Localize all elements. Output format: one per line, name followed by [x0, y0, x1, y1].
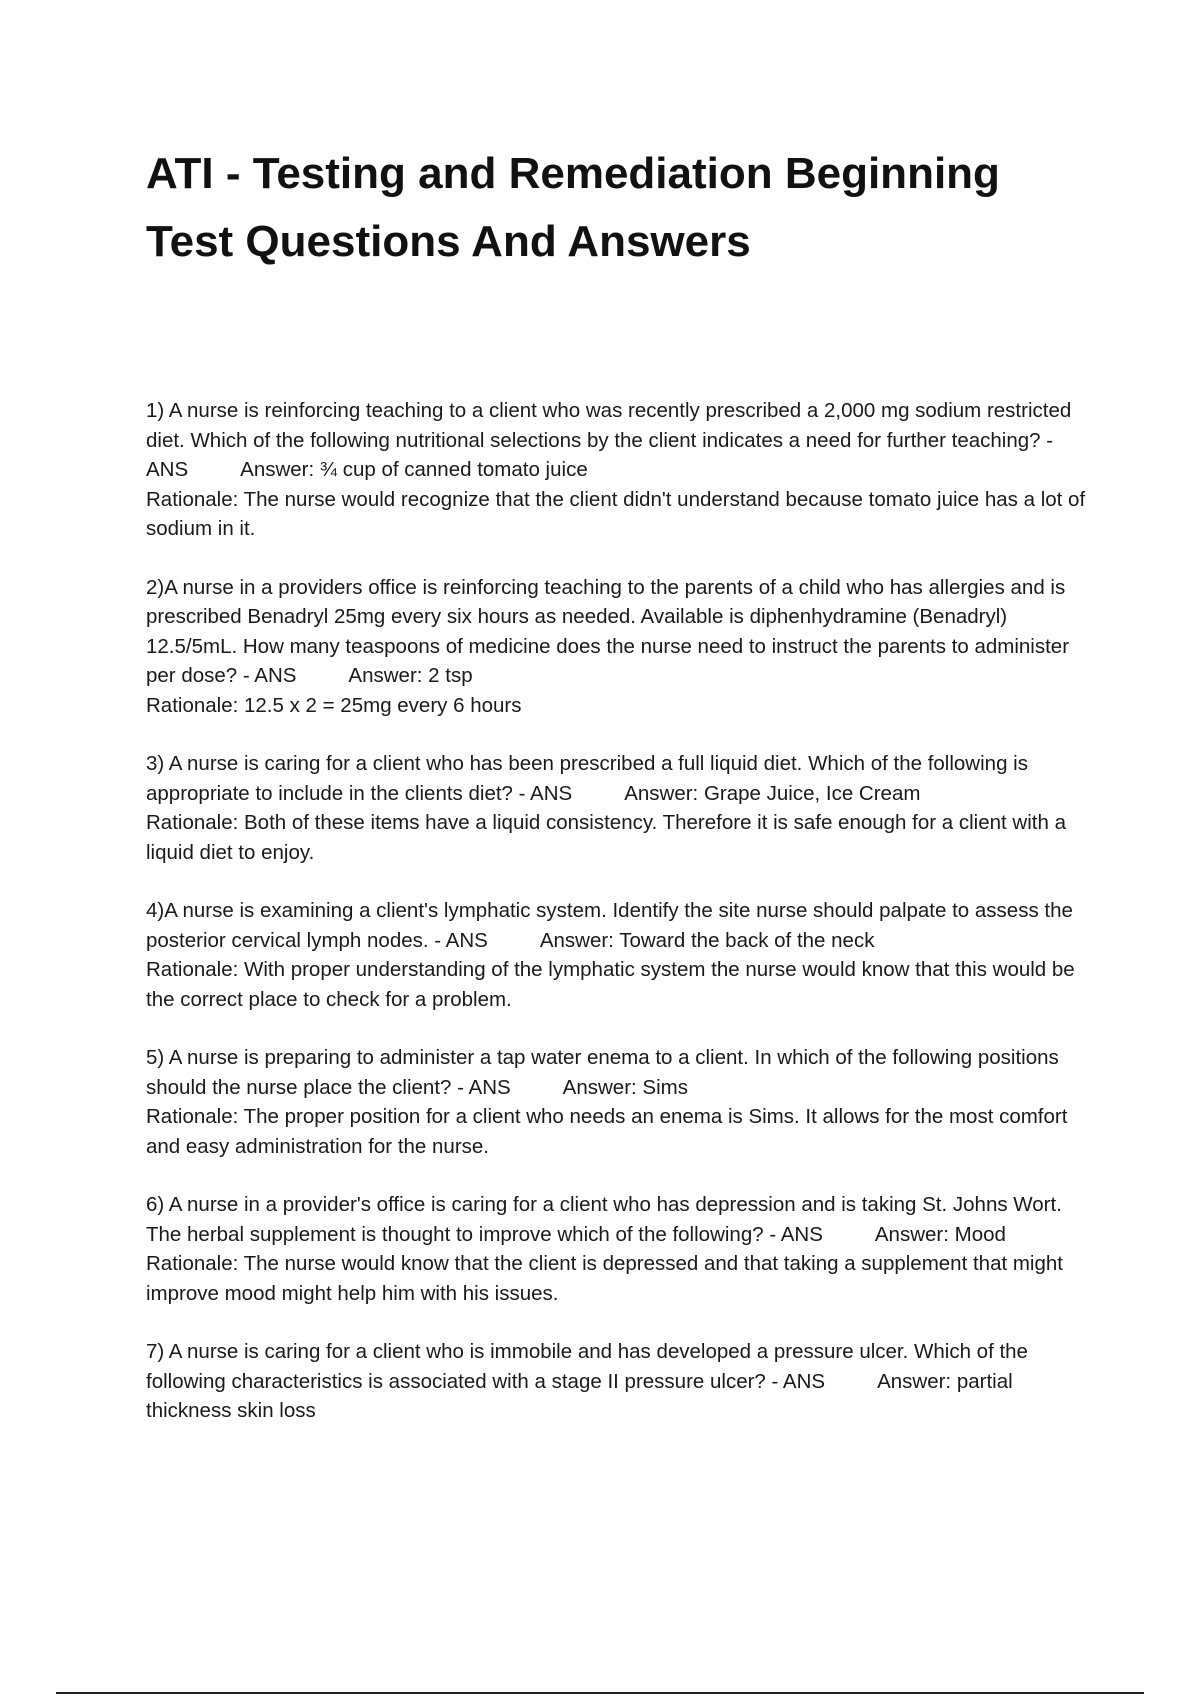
question-2-answer: Answer: 2 tsp: [348, 664, 473, 687]
question-item-1: [146, 396, 1094, 544]
question-4-prompt: 4)A nurse is examining a client's lymphatic system. Identify the site nurse should palpate to assess the posterior cervical lymph nodes. - ANS: [146, 899, 1073, 952]
question-2-rationale: Rationale: 12.5 x 2 = 25mg every 6 hours: [146, 693, 522, 717]
question-item-4: [146, 896, 1094, 1014]
question-3-prompt: 3) A nurse is caring for a client who has been prescribed a full liquid diet. Which of the following is appropriate to include in the clients diet? - ANS: [146, 752, 1028, 805]
question-1-answer: Answer: ¾ cup of canned tomato juice: [240, 458, 588, 481]
question-4-text: [146, 896, 1094, 955]
question-6-rationale: Rationale: The nurse would know that the client is depressed and that taking a supplement that might improve mood might help him with his issues.: [146, 1252, 1063, 1305]
question-item-3: [146, 749, 1094, 867]
question-1-text: [146, 396, 1094, 485]
footer-divider: [56, 1692, 1144, 1694]
page-title: ATI - Testing and Remediation Beginning Test Questions And Answers: [146, 149, 1000, 266]
question-item-5: [146, 1043, 1094, 1161]
question-list: [146, 396, 1094, 1455]
question-6-prompt: 6) A nurse in a provider's office is caring for a client who has depression and is taking St. Johns Wort. The herbal supplement is thought to improve which of the following? - ANS: [146, 1193, 1062, 1246]
question-3-answer: Answer: Grape Juice, Ice Cream: [624, 781, 921, 805]
question-5-answer: Answer: Sims: [562, 1075, 688, 1099]
question-7-prompt: 7) A nurse is caring for a client who is immobile and has developed a pressure ulcer. Which of the following characteristics is associated with a stage II pressure ulcer? - ANS: [146, 1340, 1028, 1393]
question-4-rationale: Rationale: With proper understanding of the lymphatic system the nurse would know that this would be the correct place to check for a problem.: [146, 958, 1075, 1011]
question-item-7: [146, 1337, 1094, 1426]
question-5-prompt: 5) A nurse is preparing to administer a tap water enema to a client. In which of the following positions should the nurse place the client? - ANS: [146, 1046, 1059, 1099]
question-3-text: [146, 749, 1094, 808]
question-2-prompt: 2)A nurse in a providers office is reinforcing teaching to the parents of a child who has allergies and is prescribed Benadryl 25mg every six hours as needed. Available is diphenhydramine (Benadryl) 12.5/5mL. How many teaspoons of medicine does the nurse need to instruct the parents to administer per dose? - ANS: [146, 575, 1070, 687]
question-2-text: [146, 573, 1094, 691]
question-1-rationale: Rationale: The nurse would recognize that the client didn't understand because tomato juice has a lot of sodium in it.: [146, 487, 1086, 540]
question-7-text: [146, 1337, 1094, 1426]
question-6-text: [146, 1190, 1094, 1249]
question-5-rationale: Rationale: The proper position for a client who needs an enema is Sims. It allows for the most comfort and easy administration for the nurse.: [146, 1105, 1068, 1158]
question-1-prompt: 1) A nurse is reinforcing teaching to a client who was recently prescribed a 2,000 mg sodium restricted diet. Which of the following nutritional selections by the client indicates a need for further teaching? - ANS: [146, 399, 1072, 481]
question-5-text: [146, 1043, 1094, 1102]
question-7-answer: Answer: partial thickness skin loss: [146, 1369, 1013, 1422]
question-6-answer: Answer: Mood: [874, 1222, 1006, 1246]
question-item-2: [146, 573, 1094, 721]
question-4-answer: Answer: Toward the back of the neck: [539, 928, 875, 952]
question-item-6: [146, 1190, 1094, 1308]
question-3-rationale: Rationale: Both of these items have a liquid consistency. Therefore it is safe enough for a client with a liquid diet to enjoy.: [146, 811, 1066, 864]
